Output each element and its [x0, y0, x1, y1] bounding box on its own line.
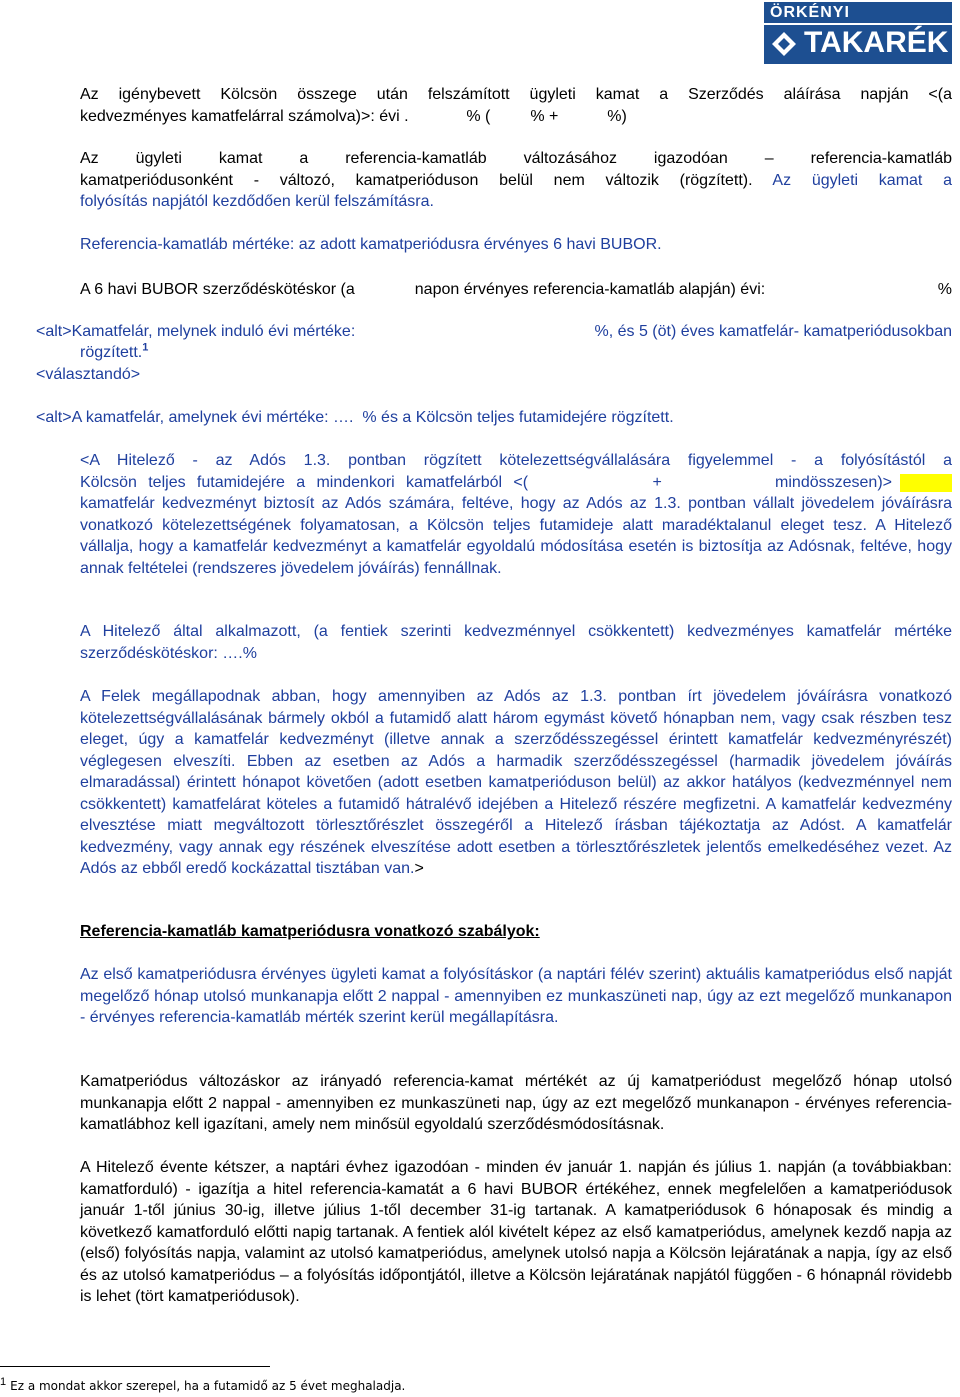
loss-of-discount-paragraph — [80, 686, 952, 880]
bubor-left: A 6 havi BUBOR szerződéskötéskor (a — [80, 281, 355, 298]
alt-margin-left: <alt>Kamatfelár, melynek induló évi mértéke: — [36, 323, 356, 340]
footnote — [0, 1374, 405, 1394]
discount-paragraph — [80, 450, 952, 579]
variable-rate-line-2a: kamatperiódusonként - változó, kamatperióduson belül nem változik (rögzített). — [80, 171, 773, 189]
alt-margin-2: <alt>A kamatfelár, amelynek évi mértéke: …. % és a Kölcsön teljes futamidejére rögzített. — [36, 409, 674, 426]
logo-main-text: TAKARÉK — [804, 26, 949, 59]
first-period-paragraph: Az első kamatperiódusra érvényes ügyleti kamat a folyósításkor (a naptári félév szerint) aktuális kamatperiódus első napját megelőző hónap utolsó munkanapja előtt 2 nappal - amennyiben ez munkaszüneti nap, úgy az ezt megelőző munkanapon - érvényes referencia-kamatláb mérték szerint kerül megállapításra. — [80, 966, 952, 1026]
section-heading: Referencia-kamatláb kamatperiódusra vonatkozó szabályok: — [80, 923, 540, 940]
alt-margin-right: %, és 5 (öt) éves kamatfelár- kamatperiódusokban — [594, 323, 952, 340]
alt-margin-row — [36, 321, 952, 343]
footnote-number: 1 — [0, 1376, 7, 1388]
loss-of-discount-close: > — [414, 860, 424, 877]
logo-divider — [764, 23, 952, 25]
discount-lead: <A Hitelező - az Adós 1.3. — [80, 452, 349, 469]
bank-logo — [764, 2, 952, 64]
footnote-reference: 1 — [142, 341, 149, 354]
alt-margin-fixed: rögzített. — [80, 344, 143, 361]
variable-rate-line-3: folyósítás napjától kezdődően kerül felszámításra. — [80, 193, 434, 210]
footnote-separator — [0, 1366, 270, 1367]
variable-rate-line-1: Az ügyleti kamat a referencia-kamatláb változásához igazodóan – referencia-kamatláb — [80, 150, 952, 167]
highlight-blank — [900, 474, 952, 492]
logo-mark-icon — [770, 30, 798, 58]
variable-rate-line-2 — [80, 170, 952, 192]
alt-choose-label: <választandó> — [36, 366, 141, 383]
discount-line-1-rest: pontban rögzített kötelezettségvállalására figyelemmel - a folyósítástól a — [348, 452, 952, 469]
interest-line-2: kedvezményes kamatfelárral számolva)>: évi . % ( % + %) — [80, 107, 627, 125]
alt-margin-line-2 — [80, 342, 952, 364]
interest-paragraph — [80, 84, 952, 127]
reference-rate-paragraph: Referencia-kamatláb mértéke: az adott kamatperiódusra érvényes 6 havi BUBOR. — [80, 236, 662, 253]
discount-line-2-text: Kölcsön teljes futamidejére a mindenkori kamatfelárból <( + mindösszesen)> — [80, 473, 892, 491]
bubor-middle: napon érvényes referencia-kamatláb alapján) évi: — [414, 281, 766, 298]
period-change-paragraph: Kamatperiódus változáskor az irányadó referencia-kamat mértékét az új kamatperiódust megelőző hónap utolsó munkanapja előtt 2 nappal - amennyiben ez munkaszüneti nap, úgy az ezt megelőző munkanapon - érvényes referencia-kamatlábhoz kell igazítani, amely nem minősül egyoldalú szerződésmódosításnak. — [80, 1073, 952, 1133]
variable-rate-line-2b: Az ügyleti kamat a — [772, 171, 953, 189]
discount-rest: kamatfelár kedvezményt biztosít az Adós számára, feltéve, hogy az Adós az 1.3. pontban vállalt jövedelem jóváírásra vonatkozó kötelezettségének folyamatosan, a Kölcsön teljes futamideje alatt maradéktalanul eleget tesz. A Hitelező vállalja, hogy a kamatfelár kedvezményt a kamatfelár egyoldalú módosítása esetén is biztosítja az Adósnak, feltéve, hogy annak feltételei (rendszeres jövedelem jóváírás) fennállnak. — [80, 495, 952, 577]
interest-line-1: Az igénybevett Kölcsön összege után felszámított ügyleti kamat a Szerződés aláírása napján <(a — [80, 86, 952, 103]
variable-rate-paragraph — [80, 148, 952, 213]
bubor-right: % — [937, 281, 952, 298]
discounted-margin-paragraph: A Hitelező által alkalmazott, (a fentiek szerinti kedvezménnyel csökkentett) kedvezményes kamatfelár mértéke szerződéskötéskor: ….% — [80, 623, 952, 662]
discount-line-1 — [80, 450, 952, 472]
discount-line-2 — [80, 472, 952, 494]
footnote-text: Ez a mondat akkor szerepel, ha a futamidő az 5 évet meghaladja. — [10, 1379, 406, 1393]
bubor-paragraph — [80, 279, 952, 301]
rate-reset-paragraph: A Hitelező évente kétszer, a naptári évhez igazodóan - minden év január 1. napján és július 1. napján (a továbbiakban: kamatforduló) - igazítja a hitel referencia-kamatát a 6 havi BUBOR értékéhez, ennek megfelelően a kamatperiódusok január 1-től június 30-ig, illetve július 1-től december 31-ig tartanak. A kamatperiódusok 6 hónaposak és mindig a következő kamatforduló előtti napig tartanak. A fentiek alól kivételt képez az első kamatperiódus, amelynek kezdő napja az (első) folyósítás napja, valamint az utolsó kamatperiódus, amelynek utolsó napja a Kölcsön lejáratának a napja, így az első és az utolsó kamatperiódus – a folyósítás időpontjától, illetve a Kölcsön lejáratának napjától függően - 6 hónapnál rövidebb is lehet (tört kamatperiódusok). — [80, 1159, 952, 1305]
loss-of-discount-text: A Felek megállapodnak abban, hogy amennyiben az Adós az 1.3. pontban írt jövedelem jóváírásra vonatkozó kötelezettségvállalásának bármely okból a futamidő alatt három egymást követő hónapban nem, vagy csak részben tesz eleget, úgy a kamatfelár kedvezményt (illetve annak a szerződésszegéssel érintett kamatfelár kedvezményrészét) véglegesen elveszíti. Ebben az esetben az Adós a harmadik szerződésszegéssel (harmadik jövedelem jóváírás elmaradással) érintett hónapot követően (adott esetben kamatperióduson belül) az akkor hatályos (kedvezménnyel nem csökkentett) kamatfelárat köteles a futamidő hátralévő idejében a Hitelező részére megfizetni. A kamatfelár kedvezmény elvesztése miatt megváltozott törlesztőrészlet összegéről a Hitelező írásban tájékoztatja az Adóst. A kamatfelár kedvezmény, vagy annak egy részének elveszítése adott esetben a törlesztőrészletek jelentős emelkedéséhez vezet. Az Adós az ebből eredő kockázattal tisztában van. — [80, 688, 952, 877]
logo-top-text: ÖRKÉNYI — [770, 4, 850, 21]
